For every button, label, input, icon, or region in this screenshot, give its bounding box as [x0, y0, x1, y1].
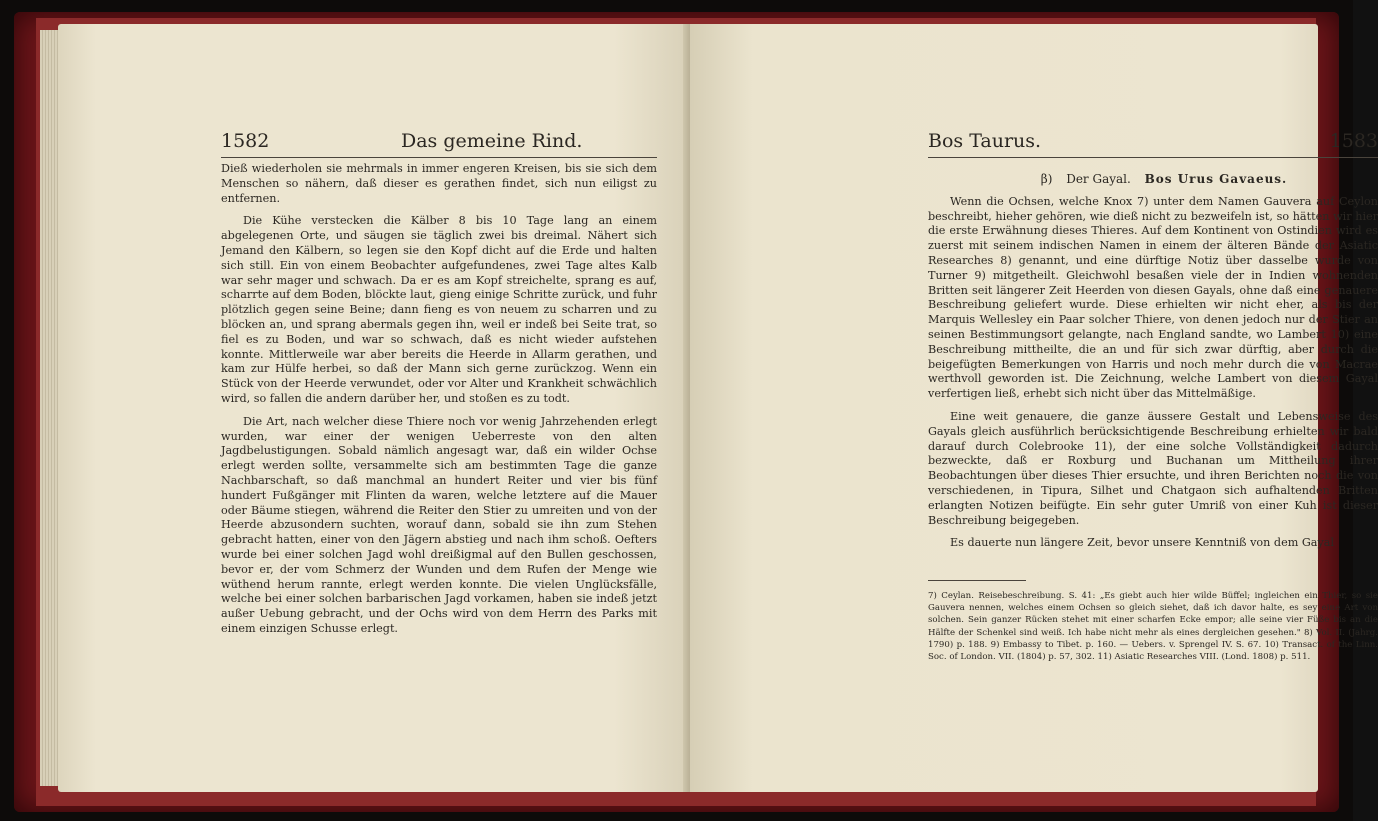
- left-page-body: [221, 162, 657, 645]
- left-running-title: Das gemeine Rind.: [401, 130, 583, 152]
- right-paragraph: Es dauerte nun längere Zeit, bevor unsere Kenntniß von dem Gayal: [950, 536, 1335, 550]
- left-page-number: 1582: [221, 130, 270, 152]
- footnotes: [928, 590, 1378, 663]
- left-paragraph: Die Art, nach welcher diese Thiere noch vor wenig Jahrzehenden erlegt wurden, war einer der wenigen Ueberreste von den alten Jagdbelustigungen. Sobald nämlich angesagt war, daß ein wilder Ochse erlegt werden sollte, versammelte sich am bestimmten Tage die ganze Nachbarschaft, so daß manchmal an hundert Reiter und vier bis fünf hundert Fußgänger mit Flinten da waren, welche letztere auf die Mauer oder Bäume stiegen, während die Reiter den Stier zu umreiten und von der Heerde abzusondern suchten, worauf dann, sobald sie ihn zum Stehen gebracht hatten, einer von den Jägern abstieg und nach ihm schoß. Oefters wurde bei einer solchen Jagd wohl dreißigmal auf den Bullen geschossen, bevor er, der vom Schmerz der Wunden und dem Rufen der Menge wie wüthend herum rannte, erlegt werden konnte. Die vielen Unglücksfälle, welche bei einer solchen barbarischen Jagd vorkamen, haben sie indeß jetzt außer Uebung gebracht, und der Ochs wird von dem Herrn des Parks mit einem einzigen Schusse erlegt.: [221, 414, 657, 635]
- right-page-body: [928, 172, 1378, 559]
- right-page-header: [928, 128, 1378, 158]
- right-running-title: Bos Taurus.: [928, 130, 1042, 152]
- right-page: [690, 24, 1378, 792]
- section-latin-title: Bos Urus Gavaeus.: [1144, 172, 1288, 186]
- footnote-rule: [928, 580, 1026, 581]
- right-paragraph: Eine weit genauere, die ganze äussere Gestalt und Lebensweise des Gayals gleich ausführlich berücksichtigende Beschreibung erhielten wir bald darauf durch Colebrooke 11), der eine solche Vollständigkeit dadurch bezweckte, daß er Roxburg und Buchanan um Mittheilung ihrer Beobachtungen über dieses Thier ersuchte, und ihren Berichten noch die von verschiedenen, in Tipura, Silhet und Chatgaon sich aufhaltenden Britten erlangten Notizen beifügte. Ein sehr guter Umriß von einer Kuh ist dieser Beschreibung beigegeben.: [928, 409, 1378, 527]
- section-marker: β): [1040, 172, 1053, 186]
- page-edges: [40, 30, 58, 786]
- left-paragraph: Dieß wiederholen sie mehrmals in immer engeren Kreisen, bis sie sich dem Menschen so nähern, daß dieser es gerathen findet, sich nun eiligst zu entfernen.: [221, 162, 657, 205]
- left-paragraph: Die Kühe verstecken die Kälber 8 bis 10 Tage lang an einem abgelegenen Orte, und säugen sie täglich zwei bis dreimal. Nähert sich Jemand den Kälbern, so legen sie den Kopf dicht auf die Erde und halten sich still. Ein von einem Beobachter aufgefundenes, zwei Tage altes Kalb war sehr mager und schwach. Da er es am Kopf streichelte, sprang es auf, scharrte auf dem Boden, blöckte laut, gieng einige Schritte zurück, und fuhr plötzlich gegen seine Beine; dann fieng es von neuem zu scharren und zu blöcken an, und sprang abermals gegen ihn, weil er indeß bei Seite trat, so fiel es zu Boden, und war so schwach, daß es nicht wieder aufstehen konnte. Mittlerweile war aber bereits die Heerde in Allarm gerathen, und kam zur Hülfe herbei, so daß der Mann sich gerne zurückzog. Wenn ein Stück von der Heerde verwundet, oder vor Alter und Krankheit schwächlich wird, so fallen die andern darüber her, und stoßen es zu todt.: [221, 214, 657, 405]
- left-page: [58, 24, 690, 792]
- section-heading: [928, 172, 1378, 187]
- section-german-title: Der Gayal.: [1066, 172, 1131, 186]
- right-page-number: 1583: [1329, 130, 1378, 152]
- right-paragraph: Wenn die Ochsen, welche Knox 7) unter dem Namen Gauvera auf Ceylon beschreibt, hieher gehören, wie dieß nicht zu bezweifeln ist, so hätten wir hier die erste Erwähnung dieses Thieres. Auf dem Kontinent von Ostindien wird es zuerst mit seinem indischen Namen in einem der älteren Bände der Asiatic Researches 8) genannt, und eine dürftige Notiz über dasselbe wurde von Turner 9) mitgetheilt. Gleichwohl besaßen viele der in Indien wohnenden Britten seit längerer Zeit Heerden von diesen Gayals, ohne daß eine genauere Beschreibung geliefert wurde. Diese erhielten wir nicht eher, als bis der Marquis Wellesley ein Paar solcher Thiere, von denen jedoch nur der Stier an seinen Bestimmungsort gelangte, nach England sandte, wo Lambert 10) eine Beschreibung mittheilte, die an und für sich zwar dürftig, aber durch die beigefügten Bemerkungen von Harris und noch mehr durch die von Macrae werthvoll geworden ist. Die Zeichnung, welche Lambert von diesem Gayal verfertigen ließ, erhebt sich nicht über das Mittelmäßige.: [928, 194, 1378, 401]
- left-page-header: [221, 128, 657, 158]
- footnote-text: 7) Ceylan. Reisebeschreibung. S. 41: „Es giebt auch hier wilde Büffel; ingleichen ein Thier, so sie Gauvera nennen, welches einem Ochsen so gleich siehet, daß ich davor halte, es sey eine Art von solchen. Sein ganzer Rücken stehet mit einer scharfen Ecke empor; alle seine vier Füße bis an die Hälfte der Schenkel sind weiß. Ich habe nicht mehr als eines dergleichen gesehen." 8) Vol. II. (Jahrg. 1790) p. 188. 9) Embassy to Tibet. p. 160. — Uebers. v. Sprengel IV. S. 67. 10) Transact. of the Linn. Soc. of London. VII. (1804) p. 57, 302. 11) Asiatic Researches VIII. (Lond. 1808) p. 511.: [928, 591, 1378, 663]
